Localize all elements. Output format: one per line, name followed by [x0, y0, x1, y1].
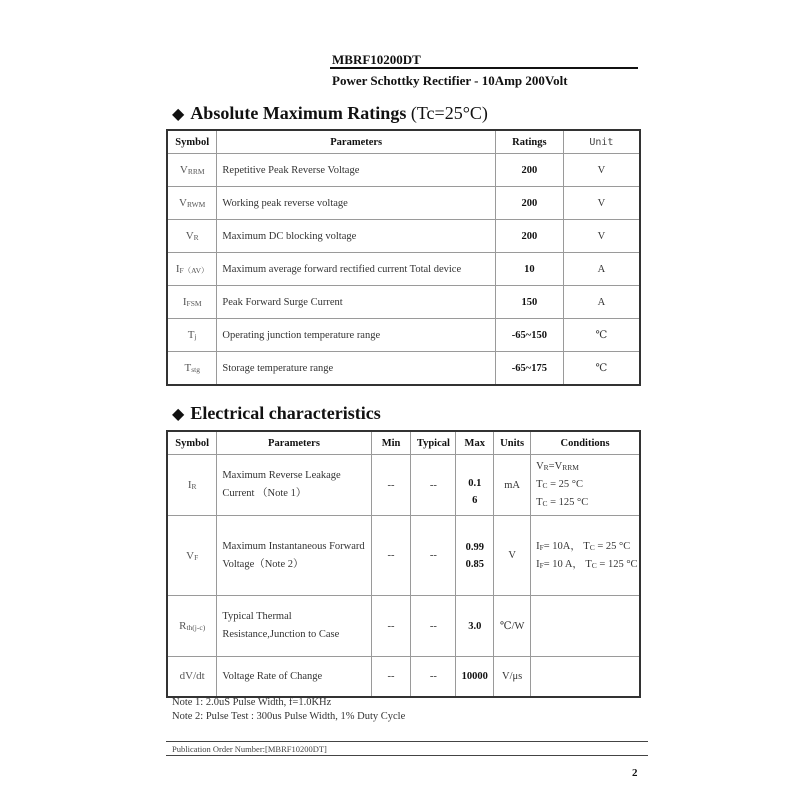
parameter-cell: Operating junction temperature range: [217, 319, 496, 352]
diamond-bullet-icon: ◆: [172, 106, 185, 123]
parameter-cell: Maximum average forward rectified current Total device: [217, 253, 496, 286]
symbol-cell: $I_{F(AV)}$: [167, 253, 217, 286]
table-row: [167, 154, 640, 187]
table-row: [167, 286, 640, 319]
rating-cell: 200: [496, 154, 564, 187]
min-cell: --: [371, 455, 411, 516]
column-header-units: Units: [494, 431, 531, 455]
symbol-cell: $T_j$: [167, 319, 217, 352]
parameter-cell: Repetitive Peak Reverse Voltage: [217, 154, 496, 187]
table-row: [167, 352, 640, 386]
unit-cell: V/μs: [494, 657, 531, 697]
rating-cell: 10: [496, 253, 564, 286]
column-header-ratings: Ratings: [496, 130, 564, 154]
unit-cell: V: [563, 154, 640, 187]
section-title-electrical: [172, 403, 381, 424]
max-cell: 0.1 6: [456, 455, 494, 516]
parameter-cell: Working peak reverse voltage: [217, 187, 496, 220]
symbol-cell: $V_F$: [167, 516, 217, 596]
min-cell: --: [371, 516, 411, 596]
symbol-cell: $T_{stg}$: [167, 352, 217, 386]
parameter-cell: Voltage Rate of Change: [217, 657, 371, 697]
conditions-cell: [531, 596, 640, 657]
rating-cell: 150: [496, 286, 564, 319]
min-cell: --: [371, 657, 411, 697]
symbol-cell: $V_{RWM}$: [167, 187, 217, 220]
conditions-cell: $I_F= 10A$， $T_C = 25$ °C $I_F= 10$ A， $T_C = 125$ °C: [531, 516, 640, 596]
part-number: MBRF10200DT: [332, 52, 421, 67]
column-header-conditions: Conditions: [531, 431, 640, 455]
unit-cell: ℃: [563, 352, 640, 386]
diamond-bullet-icon: ◆: [172, 406, 185, 423]
rating-cell: -65~175: [496, 352, 564, 386]
parameter-cell: Maximum Instantaneous Forward Voltage（Note 2）: [217, 516, 371, 596]
page-number: 2: [632, 767, 638, 779]
column-header-min: Min: [371, 431, 411, 455]
table-row: [167, 319, 640, 352]
symbol-cell: $I_R$: [167, 455, 217, 516]
table-row: [167, 516, 640, 596]
table-header-row: [167, 431, 640, 455]
table-row: [167, 187, 640, 220]
column-header-symbol: Symbol: [167, 431, 217, 455]
typical-cell: --: [411, 455, 456, 516]
unit-cell: V: [563, 220, 640, 253]
unit-cell: mA: [494, 455, 531, 516]
section-title-text: Electrical characteristics: [190, 403, 381, 423]
table-row: [167, 657, 640, 697]
parameter-cell: Maximum DC blocking voltage: [217, 220, 496, 253]
footer-rule-bottom: [166, 755, 648, 756]
unit-cell: V: [494, 516, 531, 596]
parameter-cell: Peak Forward Surge Current: [217, 286, 496, 319]
electrical-characteristics-table: [166, 430, 641, 698]
typical-cell: --: [411, 516, 456, 596]
section-title-absolute-max: [172, 103, 488, 124]
column-header-max: Max: [456, 431, 494, 455]
table-row: [167, 220, 640, 253]
note-2: Note 2: Pulse Test : 300us Pulse Width, 1% Duty Cycle: [172, 711, 406, 722]
section-title-text: Absolute Maximum Ratings: [190, 103, 407, 123]
document-subtitle: Power Schottky Rectifier - 10Amp 200Volt: [332, 73, 568, 88]
typical-cell: --: [411, 657, 456, 697]
unit-cell: A: [563, 253, 640, 286]
table-row: [167, 253, 640, 286]
absolute-max-ratings-table: [166, 129, 641, 386]
column-header-typical: Typical: [411, 431, 456, 455]
footer-rule-top: [166, 741, 648, 742]
parameter-cell: Typical Thermal Resistance,Junction to Case: [217, 596, 371, 657]
publication-order-number: Publication Order Number:[MBRF10200DT]: [172, 744, 327, 754]
max-cell: 10000: [456, 657, 494, 697]
table-row: [167, 596, 640, 657]
rating-cell: 200: [496, 220, 564, 253]
symbol-cell: $V_R$: [167, 220, 217, 253]
column-header-parameters: Parameters: [217, 130, 496, 154]
symbol-cell: dV/dt: [167, 657, 217, 697]
max-cell: 0.99 0.85: [456, 516, 494, 596]
symbol-cell: $V_{RRM}$: [167, 154, 217, 187]
section-condition: (Tc=25°C): [410, 103, 488, 123]
rating-cell: -65~150: [496, 319, 564, 352]
unit-cell: A: [563, 286, 640, 319]
note-1: Note 1: 2.0uS Pulse Width, f=1.0KHz: [172, 697, 332, 708]
header-rule: [330, 67, 638, 69]
table-header-row: [167, 130, 640, 154]
unit-cell: ℃/W: [494, 596, 531, 657]
conditions-cell: $V_R=V_{RRM}$ $T_C = 25$ °C $T_C = 125$ °C: [531, 455, 640, 516]
parameter-cell: Storage temperature range: [217, 352, 496, 386]
max-cell: 3.0: [456, 596, 494, 657]
column-header-parameters: Parameters: [217, 431, 371, 455]
conditions-cell: [531, 657, 640, 697]
table-row: [167, 455, 640, 516]
unit-cell: V: [563, 187, 640, 220]
typical-cell: --: [411, 596, 456, 657]
min-cell: --: [371, 596, 411, 657]
symbol-cell: $R_{th(j-c)}$: [167, 596, 217, 657]
unit-cell: ℃: [563, 319, 640, 352]
rating-cell: 200: [496, 187, 564, 220]
column-header-unit: Unit: [563, 130, 640, 154]
column-header-symbol: Symbol: [167, 130, 217, 154]
symbol-cell: $I_{FSM}$: [167, 286, 217, 319]
parameter-cell: Maximum Reverse Leakage Current （Note 1）: [217, 455, 371, 516]
